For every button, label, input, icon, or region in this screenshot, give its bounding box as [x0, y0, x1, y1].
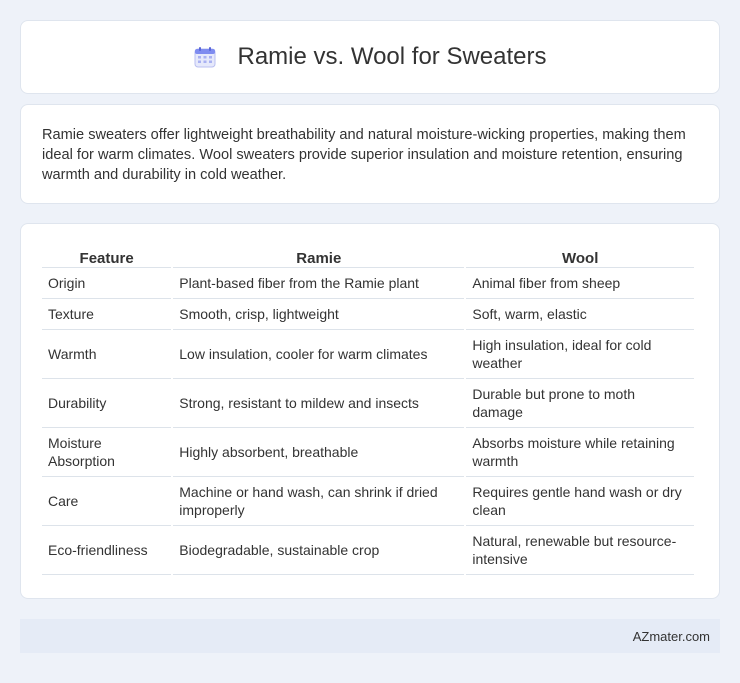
- title-card: [20, 20, 720, 94]
- ramie-cell: Machine or hand wash, can shrink if dried improperly: [173, 477, 464, 526]
- footer-brand[interactable]: AZmater.com: [632, 628, 710, 644]
- table-row: [42, 330, 694, 379]
- table-row: [42, 477, 694, 526]
- page-title: Ramie vs. Wool for Sweaters: [237, 43, 547, 70]
- wool-cell: Absorbs moisture while retaining warmth: [466, 428, 694, 477]
- wool-cell: Requires gentle hand wash or dry clean: [466, 477, 694, 526]
- header-wool: Wool: [466, 244, 694, 268]
- feature-cell: Warmth: [42, 330, 171, 379]
- wool-cell: Animal fiber from sheep: [466, 268, 694, 299]
- wool-cell: High insulation, ideal for cold weather: [466, 330, 694, 379]
- comparison-card: [20, 223, 720, 599]
- table-row: [42, 299, 694, 330]
- feature-cell: Care: [42, 477, 171, 526]
- ramie-cell: Plant-based fiber from the Ramie plant: [173, 268, 464, 299]
- feature-cell: Origin: [42, 268, 171, 299]
- table-row: [42, 268, 694, 299]
- ramie-cell: Biodegradable, sustainable crop: [173, 526, 464, 575]
- table-row: [42, 379, 694, 428]
- feature-cell: Durability: [42, 379, 171, 428]
- table-header-row: [42, 244, 694, 268]
- comparison-table: [40, 244, 696, 575]
- summary-text: Ramie sweaters offer lightweight breathability and natural moisture-wicking properties, making them ideal for warm climates. Wool sweaters provide superior insulation and moisture retention, ensuring warmth and durability in cold weather.: [42, 127, 686, 183]
- footer: [20, 619, 720, 653]
- feature-cell: Eco-friendliness: [42, 526, 171, 575]
- ramie-cell: Highly absorbent, breathable: [173, 428, 464, 477]
- feature-cell: Texture: [42, 299, 171, 330]
- ramie-cell: Strong, resistant to mildew and insects: [173, 379, 464, 428]
- calendar-icon: [194, 46, 216, 68]
- header-ramie: Ramie: [173, 244, 464, 268]
- wool-cell: Natural, renewable but resource-intensive: [466, 526, 694, 575]
- ramie-cell: Low insulation, cooler for warm climates: [173, 330, 464, 379]
- wool-cell: Soft, warm, elastic: [466, 299, 694, 330]
- header-feature: Feature: [42, 244, 171, 268]
- table-row: [42, 428, 694, 477]
- feature-cell: Moisture Absorption: [42, 428, 171, 477]
- wool-cell: Durable but prone to moth damage: [466, 379, 694, 428]
- ramie-cell: Smooth, crisp, lightweight: [173, 299, 464, 330]
- summary-card: [20, 104, 720, 204]
- table-row: [42, 526, 694, 575]
